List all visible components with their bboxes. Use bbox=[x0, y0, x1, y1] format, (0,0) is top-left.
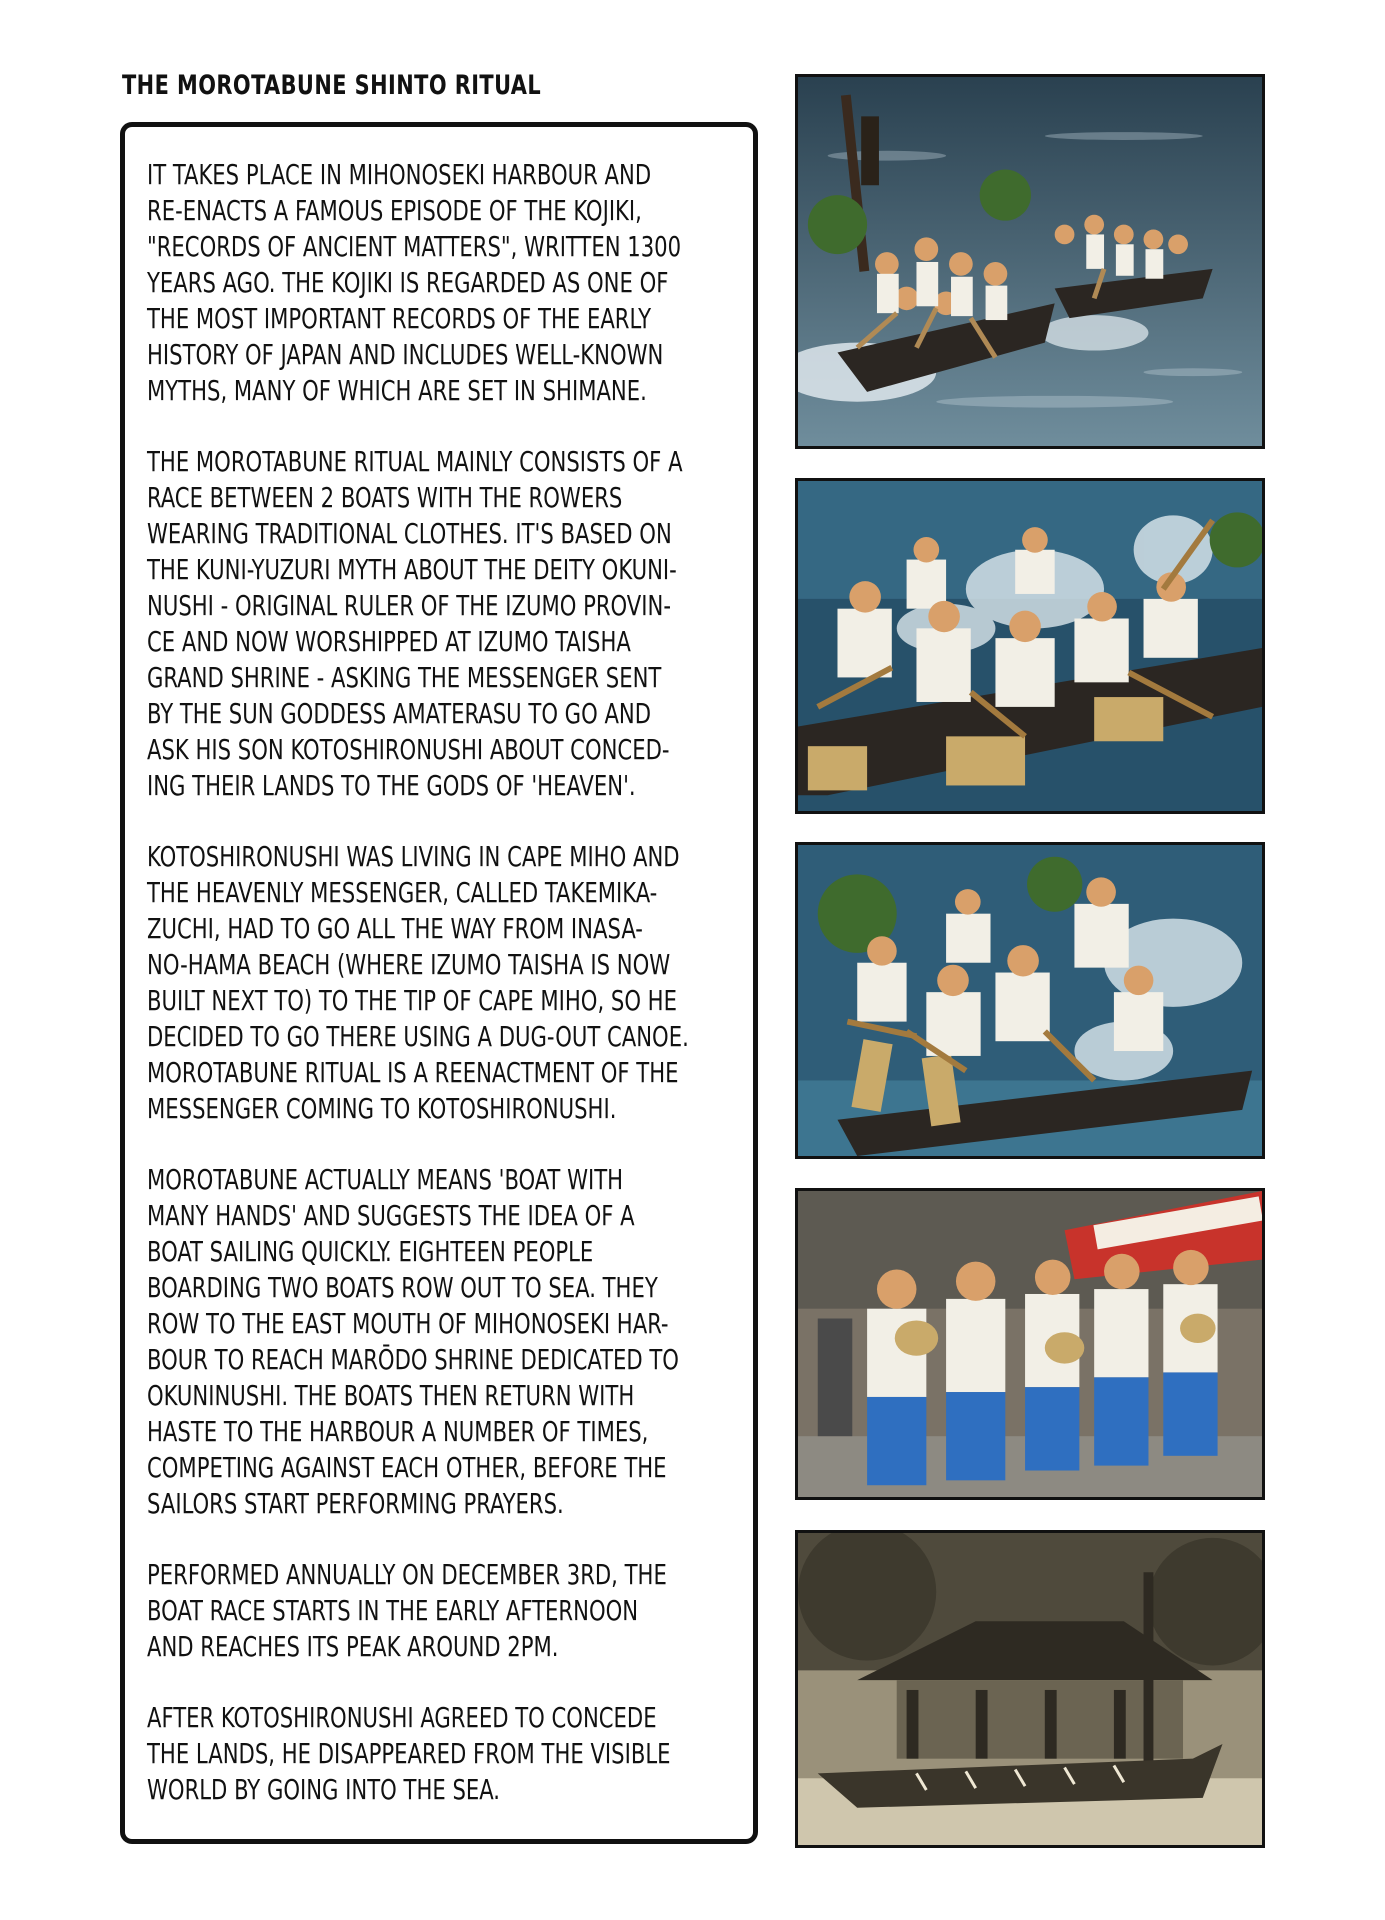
photo-rowers-oars bbox=[795, 842, 1265, 1159]
paragraph-intro: IT TAKES PLACE IN MIHONOSEKI HARBOUR AND RE-ENACTS A FAMOUS EPISODE OF THE KOJIKI, "RECORDS OF ANCIENT MATTERS", WRITTEN 1300 YEARS AGO. THE KOJIKI IS REGARDED AS ONE OF THE MOST IMPORTANT RECORDS OF THE EARLY HISTORY OF JAPAN AND INCLUDES WELL-KNOWN MYTHS, MANY OF WHICH ARE SET IN SHIMANE. bbox=[147, 158, 682, 407]
paragraph-messenger: KOTOSHIRONUSHI WAS LIVING IN CAPE MIHO AND THE HEAVENLY MESSENGER, CALLED TAKEMIKA- ZUCHI, HAD TO GO ALL THE WAY FROM INASA- NO-HAMA BEACH (WHERE IZUMO TAISHA IS NOW BUILT NEXT TO) TO THE TIP OF CAPE MIHO, SO HE DECIDED TO GO THERE USING A DUG-OUT CANOE. MOROTABUNE RITUAL IS A REENACTMENT OF THE MESSENGER COMING TO KOTOSHIRONUSHI. bbox=[147, 840, 689, 1125]
text-panel bbox=[120, 122, 758, 1844]
paragraph-meaning: MOROTABUNE ACTUALLY MEANS 'BOAT WITH MANY HANDS' AND SUGGESTS THE IDEA OF A BOAT SAILING QUICKLY. EIGHTEEN PEOPLE BOARDING TWO BOATS ROW OUT TO SEA. THEY ROW TO THE EAST MOUTH OF MIHONOSEKI HAR- BOUR TO REACH MARŌDO SHRINE DEDICATED TO OKUNINUSHI. THE BOATS THEN RETURN WITH HASTE TO THE HARBOUR A NUMBER OF TIMES, COMPETING AGAINST EACH OTHER, BEFORE THE SAILORS START PERFORMING PRAYERS. bbox=[147, 1163, 679, 1520]
photo-shrine-boat bbox=[795, 1530, 1265, 1848]
paragraph-ritual: THE MOROTABUNE RITUAL MAINLY CONSISTS OF A RACE BETWEEN 2 BOATS WITH THE ROWERS WEARING TRADITIONAL CLOTHES. IT'S BASED ON THE KUNI-YUZURI MYTH ABOUT THE DEITY OKUNI- NUSHI - ORIGINAL RULER OF THE IZUMO PROVIN- CE AND NOW WORSHIPPED AT IZUMO TAISHA GRAND SHRINE - ASKING THE MESSENGER SENT BY THE SUN GODDESS AMATERASU TO GO AND ASK HIS SON KOTOSHIRONUSHI ABOUT CONCED- ING THEIR LANDS TO THE GODS OF 'HEAVEN'. bbox=[147, 445, 683, 802]
shrine-boat-image bbox=[798, 1533, 1262, 1845]
paragraph-ending: AFTER KOTOSHIRONUSHI AGREED TO CONCEDE THE LANDS, HE DISAPPEARED FROM THE VISIBLE WORLD BY GOING INTO THE SEA. bbox=[147, 1701, 671, 1806]
boat-race-image bbox=[798, 77, 1262, 446]
photo-procession bbox=[795, 1188, 1265, 1500]
procession-image bbox=[798, 1191, 1262, 1497]
photo-boat-race bbox=[795, 74, 1265, 449]
rowers-splash-image bbox=[798, 481, 1262, 811]
rowers-oars-image bbox=[798, 845, 1262, 1156]
page-title: THE MOROTABUNE SHINTO RITUAL bbox=[122, 70, 542, 101]
photo-rowers-splash bbox=[795, 478, 1265, 814]
panel-body bbox=[147, 157, 747, 1843]
paragraph-schedule: PERFORMED ANNUALLY ON DECEMBER 3RD, THE BOAT RACE STARTS IN THE EARLY AFTERNOON AND REACHES ITS PEAK AROUND 2PM. bbox=[147, 1558, 667, 1663]
